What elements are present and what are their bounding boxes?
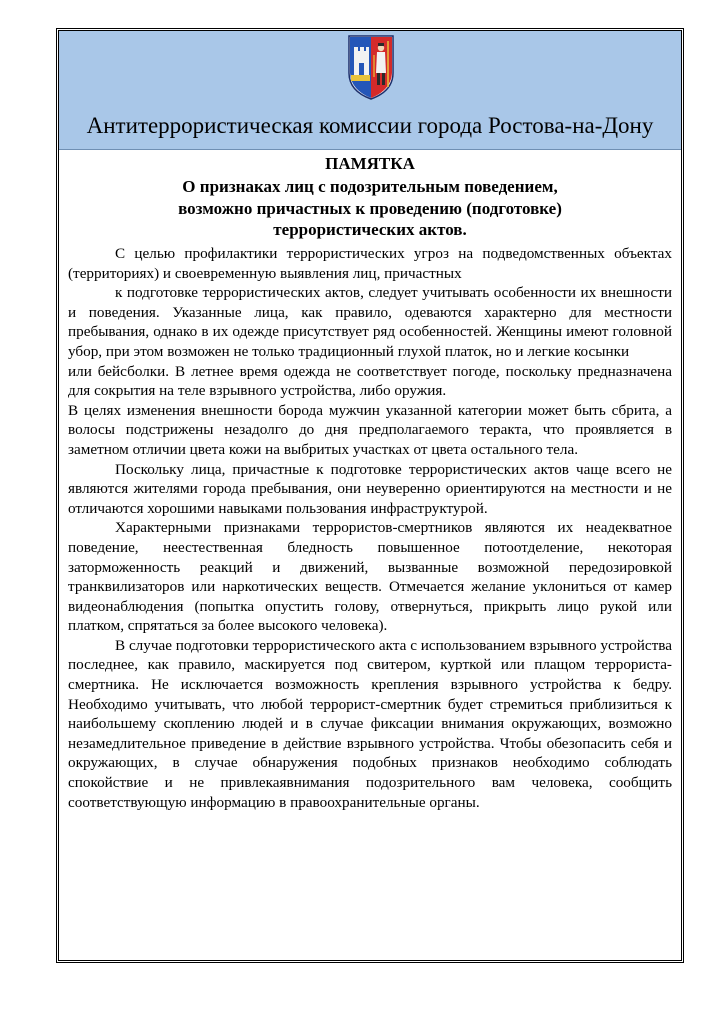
subtitle-line: О признаках лиц с подозрительным поведением, bbox=[182, 177, 558, 196]
rostov-coat-of-arms-icon bbox=[345, 33, 397, 101]
memo-subtitle bbox=[59, 176, 681, 241]
header-banner bbox=[59, 31, 681, 150]
subtitle-line: террористических актов. bbox=[273, 220, 467, 239]
body-paragraph: С целью профилактики террористических угроз на подведомственных объектах (территориях) и своевременную выявления лиц, причастных bbox=[68, 245, 672, 282]
body-paragraph: В случае подготовки террористического акта с использованием взрывного устройства последнее, как правило, маскируется под свитером, курткой или плащом террориста-смертника. Не исключается возможность крепления взрывного устройства к бедру. Необходимо учитывать, что любой террорист-смертник будет стремиться приблизиться к наибольшему скоплению людей и в случае фиксации внимания окружающих, возможно незамедлительное приведение в действие взрывного устройства. Чтобы обезопасить себя и окружающих, в случае обнаружения подобных признаков необходимо соблюдать спокойствие и не привлекаявнимания подозрительного вам человека, сообщить соответствующую информацию в правоохранительные органы. bbox=[68, 636, 672, 811]
commission-title: Антитеррористическая комиссии города Ростова-на-Дону bbox=[86, 113, 654, 138]
memo-frame bbox=[56, 28, 684, 963]
memo-label: ПАМЯТКА bbox=[325, 154, 415, 173]
body-paragraph: к подготовке террористических актов, следует учитывать особенности их внешности и поведения. Указанные лица, как правило, одеваются характерно для местности пребывания, однако в их одежде присутствует ряд особенностей. Женщины имеют головной убор, при этом возможен не только традиционный глухой платок, но и легкие косынки bbox=[68, 284, 672, 360]
memo-body bbox=[68, 244, 672, 812]
body-paragraph: или бейсболки. В летнее время одежда не соответствует погоде, поскольку предназначена для сокрытия на теле взрывного устройства, либо оружия. bbox=[68, 362, 672, 400]
body-paragraph: В целях изменения внешности борода мужчин указанной категории может быть сбрита, а волосы подстрижены незадолго до дня предполагаемого теракта, что проявляется в заметном отличии цвета кожи на выбритых участках от цвета остального тела. bbox=[68, 401, 672, 458]
body-paragraph: Поскольку лица, причастные к подготовке террористических актов чаще всего не являются жителями города пребывания, они неуверенно ориентируются на местности и не отличаются хорошими навыками пользования инфраструктурой. bbox=[68, 460, 672, 517]
subtitle-line: возможно причастных к проведению (подготовке) bbox=[178, 198, 562, 218]
body-paragraph: Характерными признаками террористов-смертников являются их неадекватное поведение, неестественная бледность повышенное потоотделение, некоторая заторможенность реакций и движений, вызванные возможной передозировкой транквилизаторов или наркотических веществ. Отмечается желание уклониться от камер видеонаблюдения (попытка опустить голову, отвернуться, прикрыть лицо рукой или платком, спрятаться за более высокого человека). bbox=[68, 519, 672, 635]
